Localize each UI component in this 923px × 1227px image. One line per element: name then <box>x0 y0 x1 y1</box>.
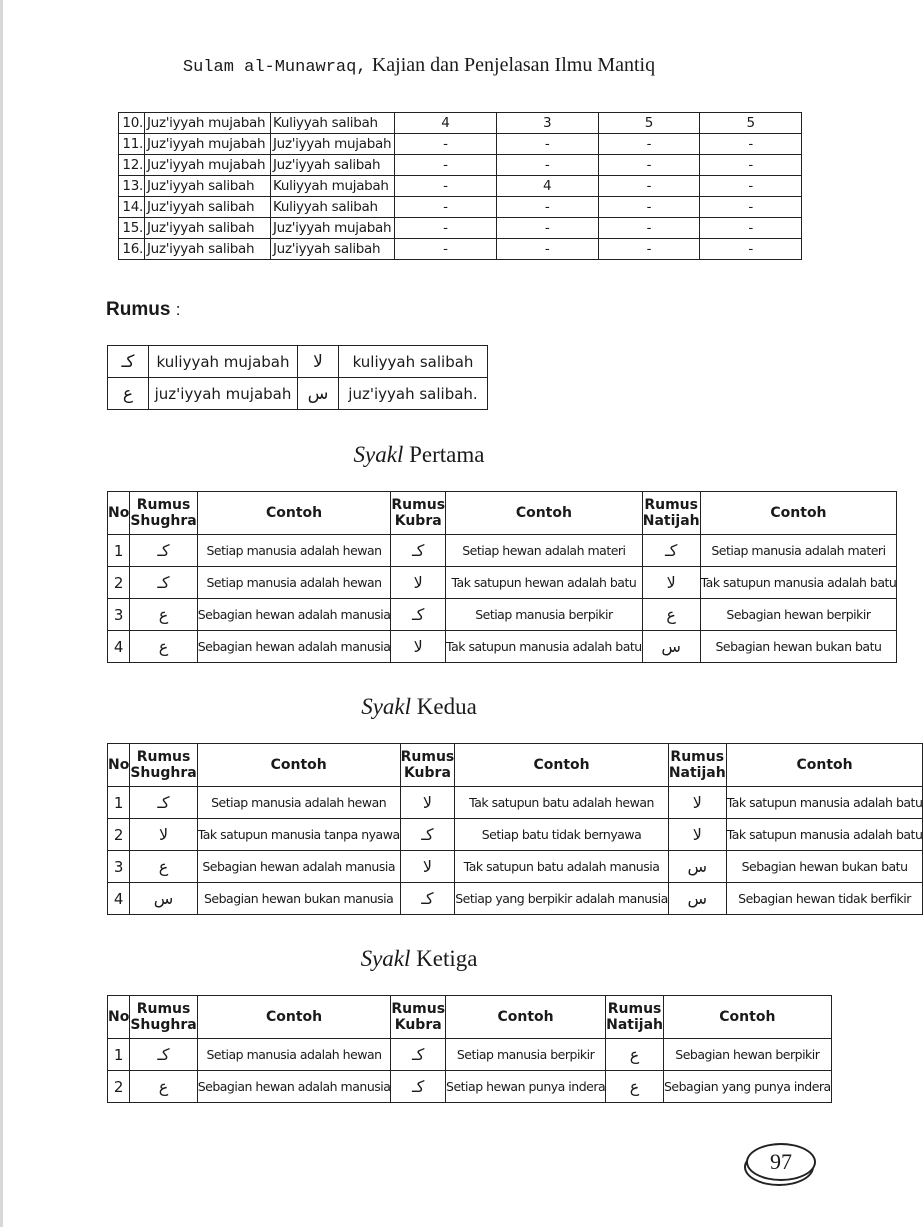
example-natijah: Tak satupun manusia adalah batu <box>700 567 897 599</box>
rumus-meaning: kuliyyah mujabah <box>149 346 298 378</box>
syakl-result: - <box>395 176 497 197</box>
syakl-result: 5 <box>598 113 700 134</box>
row-number: 1 <box>108 787 130 819</box>
example-kubra: Tak satupun hewan adalah batu <box>446 567 643 599</box>
col-rumus-sub: Kubra <box>394 513 442 529</box>
col-rumus-kubra <box>391 996 446 1039</box>
rumus-meaning: kuliyyah salibah <box>339 346 488 378</box>
example-natijah: Sebagian hewan bukan batu <box>726 851 923 883</box>
row-number: 16. <box>119 239 145 260</box>
example-kubra: Tak satupun manusia adalah batu <box>446 631 643 663</box>
table-row <box>119 218 802 239</box>
example-natijah: Sebagian hewan bukan batu <box>700 631 897 663</box>
col-rumus-label: Rumus <box>136 497 191 513</box>
example-kubra: Tak satupun batu adalah hewan <box>455 787 669 819</box>
syakl-result: - <box>496 197 598 218</box>
row-number: 1 <box>108 1039 130 1071</box>
rumus-symbol: ع <box>130 1071 197 1103</box>
table-row <box>108 851 923 883</box>
rumus-colon: : <box>175 300 181 319</box>
rumus-symbol: لا <box>400 787 455 819</box>
rumus-symbol: ع <box>606 1071 664 1103</box>
premise-2: Juz'iyyah salibah <box>271 239 395 260</box>
premise-2: Kuliyyah mujabah <box>271 176 395 197</box>
table-row <box>119 176 802 197</box>
table-row <box>108 883 923 915</box>
premise-2: Kuliyyah salibah <box>271 197 395 218</box>
col-rumus-sub: Natijah <box>668 765 726 781</box>
example-shughra: Sebagian hewan adalah manusia <box>197 631 391 663</box>
col-rumus-label: Rumus <box>391 497 446 513</box>
syakl-result: - <box>700 239 802 260</box>
col-no: No <box>108 996 130 1039</box>
rumus-symbol: كـ <box>391 599 446 631</box>
example-shughra: Sebagian hewan adalah manusia <box>197 851 400 883</box>
header-row <box>108 996 832 1039</box>
example-natijah: Sebagian hewan tidak berfikir <box>726 883 923 915</box>
example-kubra: Setiap batu tidak bernyawa <box>455 819 669 851</box>
col-no: No <box>108 744 130 787</box>
rumus-symbol: لا <box>391 631 446 663</box>
rumus-symbol: لا <box>668 819 726 851</box>
example-kubra: Setiap hewan punya indera <box>446 1071 606 1103</box>
page-number: 97 <box>746 1143 816 1181</box>
example-shughra: Setiap manusia adalah hewan <box>197 535 391 567</box>
syakl-result: - <box>395 134 497 155</box>
example-kubra: Setiap yang berpikir adalah manusia <box>455 883 669 915</box>
col-rumus-sub: Natijah <box>642 513 700 529</box>
premise-2: Juz'iyyah mujabah <box>271 134 395 155</box>
section-title-rest: Pertama <box>403 442 485 467</box>
row-number: 14. <box>119 197 145 218</box>
running-header <box>0 54 838 77</box>
col-contoh: Contoh <box>455 744 669 787</box>
rumus-symbol: س <box>298 378 339 410</box>
section-title <box>0 946 838 972</box>
col-contoh: Contoh <box>197 744 400 787</box>
rumus-symbol: كـ <box>391 1071 446 1103</box>
legend-row <box>108 378 488 410</box>
syakl-result: - <box>496 218 598 239</box>
rumus-meaning: juz'iyyah mujabah <box>149 378 298 410</box>
example-kubra: Setiap hewan adalah materi <box>446 535 643 567</box>
rumus-symbol: لا <box>400 851 455 883</box>
example-natijah: Sebagian hewan berpikir <box>664 1039 832 1071</box>
rumus-symbol: ع <box>130 631 197 663</box>
col-contoh: Contoh <box>446 492 643 535</box>
rumus-symbol: لا <box>668 787 726 819</box>
syakl-result: - <box>496 155 598 176</box>
rumus-heading <box>106 299 180 321</box>
col-contoh: Contoh <box>446 996 606 1039</box>
section-title <box>0 694 838 720</box>
row-number: 12. <box>119 155 145 176</box>
premise-1: Juz'iyyah mujabah <box>145 134 271 155</box>
rumus-symbol: ع <box>642 599 700 631</box>
row-number: 13. <box>119 176 145 197</box>
col-rumus-label: Rumus <box>670 749 725 765</box>
example-shughra: Setiap manusia adalah hewan <box>197 567 391 599</box>
rumus-symbol: كـ <box>391 1039 446 1071</box>
rumus-symbol: س <box>668 851 726 883</box>
premise-2: Juz'iyyah mujabah <box>271 218 395 239</box>
col-rumus-shughra <box>130 744 197 787</box>
syakl-table <box>107 995 832 1103</box>
example-natijah: Sebagian hewan berpikir <box>700 599 897 631</box>
row-number: 4 <box>108 883 130 915</box>
syakl-result: - <box>700 176 802 197</box>
table-row <box>108 787 923 819</box>
syakl-table <box>107 743 923 915</box>
col-rumus-label: Rumus <box>391 1001 446 1017</box>
section-title-italic: Syakl <box>361 694 412 719</box>
syakl-result: - <box>395 239 497 260</box>
rumus-symbol: كـ <box>130 535 197 567</box>
section-title-italic: Syakl <box>360 946 411 971</box>
col-no: No <box>108 492 130 535</box>
col-rumus-natijah <box>642 492 700 535</box>
table-row <box>108 1039 832 1071</box>
example-natijah: Tak satupun manusia adalah batu <box>726 819 923 851</box>
header-row <box>108 492 897 535</box>
rumus-symbol: س <box>668 883 726 915</box>
rumus-symbol: س <box>130 883 197 915</box>
rumus-symbol: كـ <box>108 346 149 378</box>
syakl-result: - <box>700 155 802 176</box>
table-row <box>119 197 802 218</box>
rumus-symbol: لا <box>391 567 446 599</box>
table-row <box>108 819 923 851</box>
example-kubra: Setiap manusia berpikir <box>446 599 643 631</box>
row-number: 10. <box>119 113 145 134</box>
col-rumus-natijah <box>668 744 726 787</box>
rumus-symbol: ع <box>108 378 149 410</box>
rumus-symbol: ع <box>130 599 197 631</box>
page-edge <box>0 0 3 1227</box>
row-number: 2 <box>108 1071 130 1103</box>
table-row <box>108 631 897 663</box>
rumus-symbol: ع <box>606 1039 664 1071</box>
col-rumus-sub: Kubra <box>394 1017 442 1033</box>
syakl-table <box>107 491 897 663</box>
col-rumus-sub: Shughra <box>130 513 197 529</box>
col-contoh: Contoh <box>664 996 832 1039</box>
col-rumus-label: Rumus <box>136 749 191 765</box>
syakl-result: 4 <box>395 113 497 134</box>
table-row <box>108 535 897 567</box>
syakl-result: - <box>496 134 598 155</box>
table-row <box>108 1071 832 1103</box>
example-shughra: Setiap manusia adalah hewan <box>197 787 400 819</box>
row-number: 11. <box>119 134 145 155</box>
syakl-result: - <box>598 134 700 155</box>
premise-2: Juz'iyyah salibah <box>271 155 395 176</box>
rumus-symbol: كـ <box>642 535 700 567</box>
premise-1: Juz'iyyah salibah <box>145 197 271 218</box>
syakl-result: - <box>598 176 700 197</box>
rumus-symbol: كـ <box>130 787 197 819</box>
table-row <box>108 567 897 599</box>
table-row <box>119 134 802 155</box>
table-row <box>119 155 802 176</box>
rumus-symbol: كـ <box>130 1039 197 1071</box>
section-title-rest: Ketiga <box>410 946 478 971</box>
col-rumus-label: Rumus <box>400 749 455 765</box>
col-rumus-label: Rumus <box>136 1001 191 1017</box>
syakl-result: - <box>598 155 700 176</box>
premise-1: Juz'iyyah mujabah <box>145 155 271 176</box>
col-rumus-kubra <box>400 744 455 787</box>
premise-1: Juz'iyyah salibah <box>145 176 271 197</box>
syakl-result: - <box>700 197 802 218</box>
rumus-symbol: لا <box>130 819 197 851</box>
col-rumus-label: Rumus <box>644 497 698 513</box>
rumus-symbol: كـ <box>391 535 446 567</box>
rumus-symbol: لا <box>642 567 700 599</box>
syakl-result: 3 <box>496 113 598 134</box>
syakl-result: - <box>598 239 700 260</box>
syakl-result: - <box>598 197 700 218</box>
col-contoh: Contoh <box>197 996 391 1039</box>
header-row <box>108 744 923 787</box>
example-shughra: Sebagian hewan adalah manusia <box>197 599 391 631</box>
table-row <box>119 239 802 260</box>
section-title-italic: Syakl <box>353 442 404 467</box>
section-title-rest: Kedua <box>411 694 477 719</box>
row-number: 2 <box>108 819 130 851</box>
row-number: 4 <box>108 631 130 663</box>
col-rumus-shughra <box>130 996 197 1039</box>
col-contoh: Contoh <box>197 492 391 535</box>
premise-1: Juz'iyyah mujabah <box>145 113 271 134</box>
col-contoh: Contoh <box>726 744 923 787</box>
row-number: 3 <box>108 599 130 631</box>
premise-1: Juz'iyyah salibah <box>145 239 271 260</box>
syakl-result: 4 <box>496 176 598 197</box>
table-row <box>119 113 802 134</box>
combination-table <box>118 112 802 260</box>
col-rumus-sub: Natijah <box>606 1017 663 1033</box>
syakl-result: - <box>395 155 497 176</box>
col-rumus-sub: Kubra <box>403 765 451 781</box>
col-rumus-shughra <box>130 492 197 535</box>
section-title <box>0 442 838 468</box>
table-row <box>108 599 897 631</box>
rumus-meaning: juz'iyyah salibah. <box>339 378 488 410</box>
col-rumus-kubra <box>391 492 446 535</box>
col-rumus-sub: Shughra <box>130 765 197 781</box>
example-natijah: Sebagian yang punya indera <box>664 1071 832 1103</box>
col-contoh: Contoh <box>700 492 897 535</box>
example-shughra: Sebagian hewan adalah manusia <box>197 1071 391 1103</box>
syakl-result: - <box>496 239 598 260</box>
syakl-result: - <box>598 218 700 239</box>
premise-1: Juz'iyyah salibah <box>145 218 271 239</box>
row-number: 3 <box>108 851 130 883</box>
rumus-symbol: لا <box>298 346 339 378</box>
book-title: Sulam al-Munawraq, <box>182 58 367 77</box>
example-natijah: Tak satupun manusia adalah batu <box>726 787 923 819</box>
row-number: 2 <box>108 567 130 599</box>
syakl-result: - <box>395 218 497 239</box>
row-number: 15. <box>119 218 145 239</box>
example-shughra: Setiap manusia adalah hewan <box>197 1039 391 1071</box>
syakl-result: - <box>700 134 802 155</box>
rumus-legend-table <box>107 345 488 410</box>
row-number: 1 <box>108 535 130 567</box>
syakl-result: - <box>395 197 497 218</box>
book-subtitle: Kajian dan Penjelasan Ilmu Mantiq <box>371 54 656 76</box>
legend-row <box>108 346 488 378</box>
example-kubra: Setiap manusia berpikir <box>446 1039 606 1071</box>
rumus-symbol: كـ <box>400 883 455 915</box>
example-shughra: Tak satupun manusia tanpa nyawa <box>197 819 400 851</box>
example-shughra: Sebagian hewan bukan manusia <box>197 883 400 915</box>
col-rumus-natijah <box>606 996 664 1039</box>
rumus-symbol: كـ <box>400 819 455 851</box>
syakl-result: 5 <box>700 113 802 134</box>
col-rumus-sub: Shughra <box>130 1017 197 1033</box>
syakl-result: - <box>700 218 802 239</box>
rumus-label: Rumus <box>106 299 171 320</box>
col-rumus-label: Rumus <box>607 1001 662 1017</box>
premise-2: Kuliyyah salibah <box>271 113 395 134</box>
rumus-symbol: كـ <box>130 567 197 599</box>
rumus-symbol: س <box>642 631 700 663</box>
example-natijah: Setiap manusia adalah materi <box>700 535 897 567</box>
rumus-symbol: ع <box>130 851 197 883</box>
example-kubra: Tak satupun batu adalah manusia <box>455 851 669 883</box>
